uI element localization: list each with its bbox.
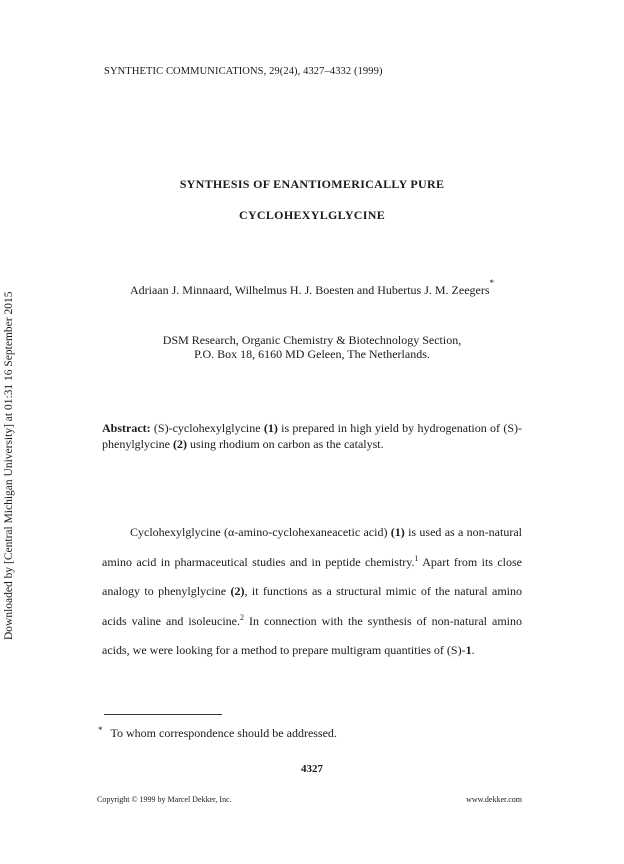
affiliation-line-1: DSM Research, Organic Chemistry & Biotechnology Section, [162,333,462,347]
reference-1: 1 [414,553,419,563]
journal-header: SYNTHETIC COMMUNICATIONS, 29(24), 4327–4332 (1999) [104,66,383,77]
affiliation-line-2: P.O. Box 18, 6160 MD Geleen, The Netherlands. [194,347,430,361]
footnote-rule [104,714,222,715]
abstract-text-c: using rhodium on carbon as the catalyst. [186,437,384,451]
author-names: Adriaan J. Minnaard, Wilhelmus H. J. Boesten and Hubertus J. M. Zeegers [129,283,490,297]
footnote-mark: * [98,725,103,735]
copyright: Copyright © 1999 by Marcel Dekker, Inc. [97,795,232,804]
title-line-1: SYNTHESIS OF ENANTIOMERICALLY PURE [179,177,445,191]
body-s1c: is used as a non-natural amino acid in pharmaceutical studies and in peptide chemistry. [102,525,522,569]
body-s3: In connection with the synthesis of non-natural amino acids, we were looking for a method to prepare multigram quantities of (S)- [102,613,522,657]
reference-2: 2 [239,612,244,622]
abstract-label: Abstract: [102,421,151,435]
title-line-2: CYCLOHEXYLGLYCINE [238,208,386,222]
download-watermark: Downloaded by [Central Michigan University] at 01:31 16 September 2015 [3,291,15,640]
body-s2c: , it functions as a structural mimic of the natural amino acids valine and isoleucine. [102,584,522,628]
body-s3c: . [471,643,475,657]
footnote-text: To whom correspondence should be addressed. [110,726,337,740]
abstract-text-b: is prepared in high yield by hydrogenation of (S)-phenylglycine [102,421,522,451]
page-number: 4327 [301,763,323,775]
corresponding-mark: * [489,278,495,288]
body-compound-1: (1) [390,525,405,539]
body-s1: Cyclohexylglycine (α-amino-cyclohexaneacetic acid) [130,525,391,539]
abstract-text-a: (S)-cyclohexylglycine [150,421,264,435]
body-compound-1b: 1 [465,643,472,657]
body-compound-2: (2) [230,584,245,598]
compound-2-label: (2) [172,437,187,451]
abstract [102,420,522,452]
body-paragraph [102,518,522,666]
publisher-website: www.dekker.com [466,795,522,804]
compound-1-label: (1) [263,421,278,435]
authors [0,278,624,298]
body-s2: Apart from its close analogy to phenylglycine [102,554,522,598]
footnote [98,726,337,741]
